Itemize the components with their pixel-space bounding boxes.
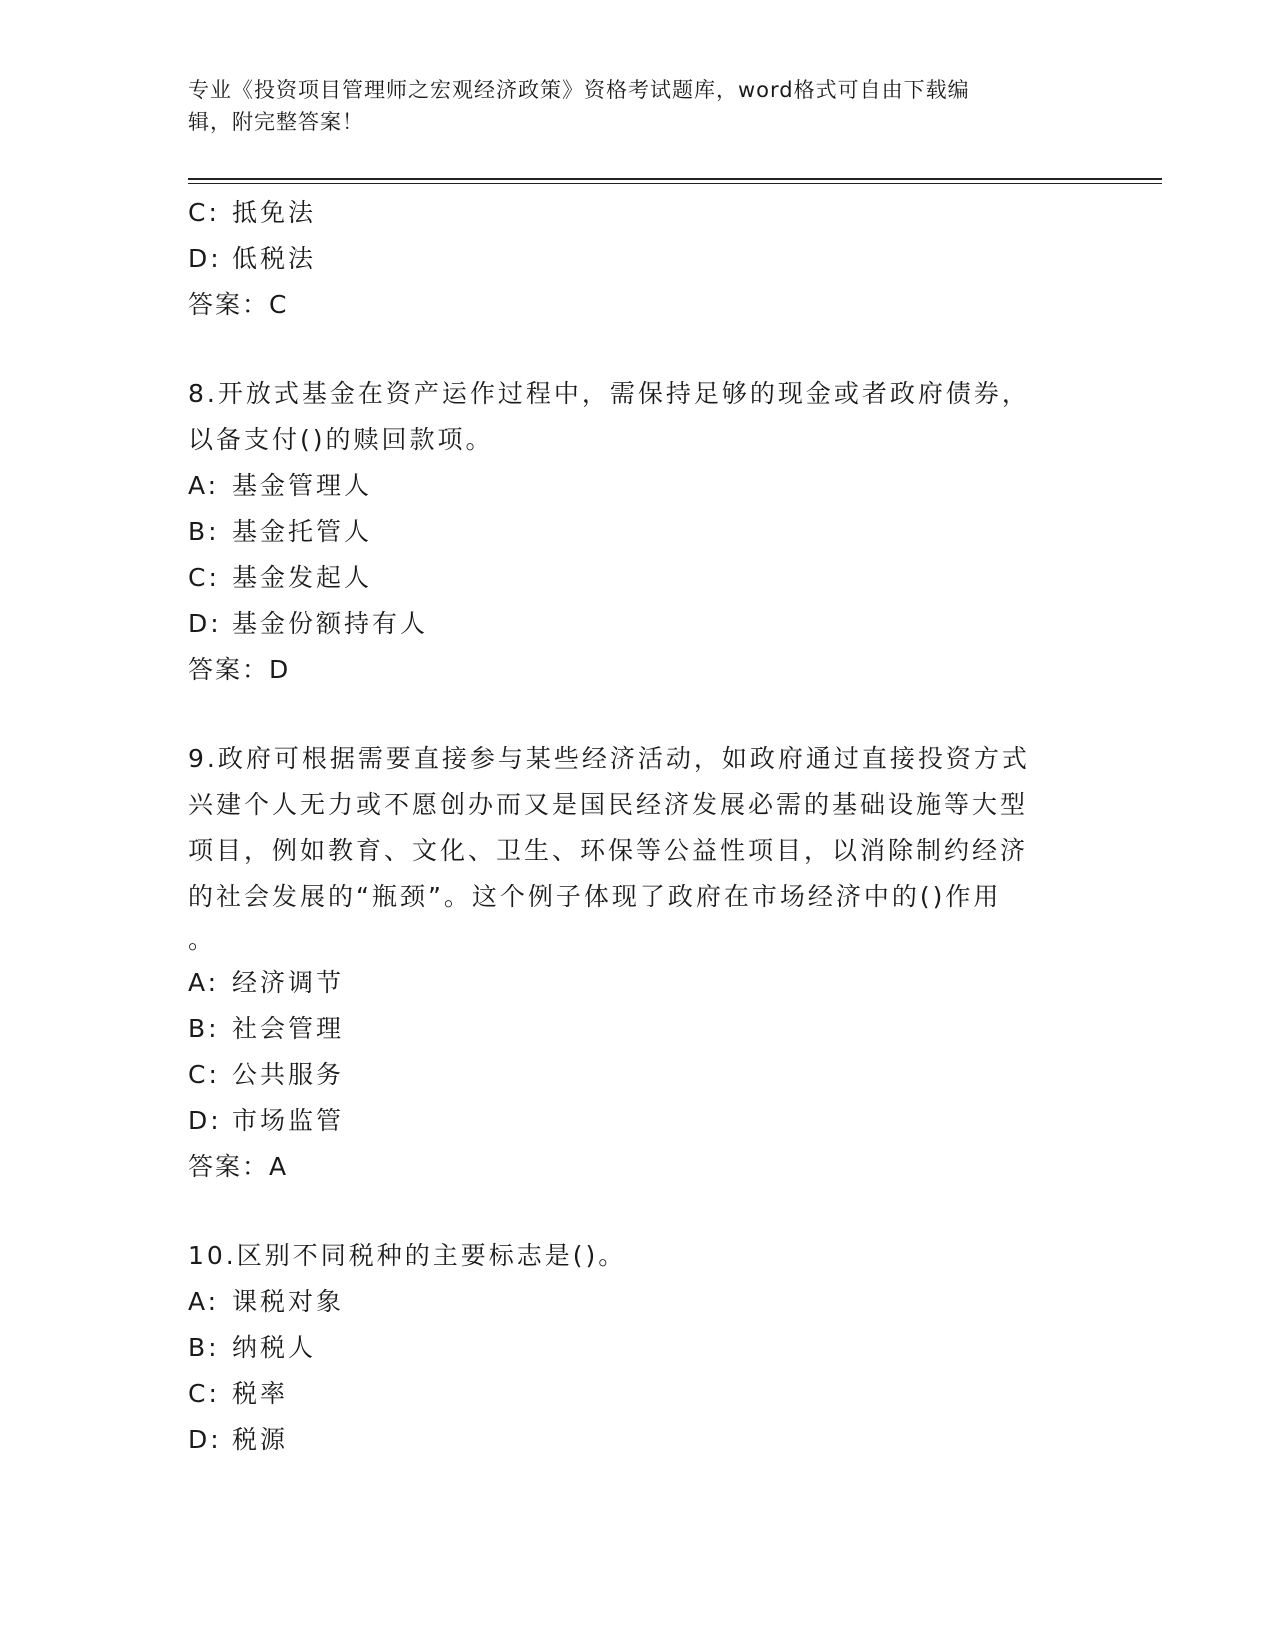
option-letter: B: xyxy=(188,1333,220,1362)
option-text: 基金托管人 xyxy=(232,517,373,546)
question-8-block xyxy=(188,371,1068,693)
option-letter: A: xyxy=(188,1287,220,1316)
option-d xyxy=(188,236,1068,282)
option-text: 抵免法 xyxy=(232,198,317,227)
option-text: 经济调节 xyxy=(232,968,345,997)
option-c xyxy=(188,190,1068,236)
answer-label: 答案： xyxy=(188,290,270,319)
question-stem-line: 兴建个人无力或不愿创办而又是国民经济发展必需的基础设施等大型 xyxy=(188,790,1029,819)
option-letter: B: xyxy=(188,1014,220,1043)
option-letter: D: xyxy=(188,1106,222,1135)
question-content xyxy=(188,190,1068,1463)
option-letter: C: xyxy=(188,1379,220,1408)
option-letter: D: xyxy=(188,1425,222,1454)
question-9-block xyxy=(188,736,1068,1190)
answer-line xyxy=(188,1144,1068,1190)
option-letter: A: xyxy=(188,968,220,997)
option-b xyxy=(188,509,1068,555)
answer-line xyxy=(188,647,1068,693)
option-letter: D: xyxy=(188,244,222,273)
page-header xyxy=(188,74,1068,138)
question-stem-line: 。 xyxy=(188,925,217,954)
answer-value: D xyxy=(269,655,292,684)
question-stem-line: 8.开放式基金在资产运作过程中，需保持足够的现金或者政府债券， xyxy=(188,379,1030,408)
option-c xyxy=(188,1371,1068,1417)
option-text: 公共服务 xyxy=(232,1060,345,1089)
option-text: 低税法 xyxy=(232,244,317,273)
option-text: 课税对象 xyxy=(232,1287,345,1316)
option-d xyxy=(188,1098,1068,1144)
answer-line xyxy=(188,282,1068,328)
option-letter: B: xyxy=(188,517,220,546)
header-divider-thick xyxy=(188,178,1162,180)
option-letter: C: xyxy=(188,1060,220,1089)
question-stem-line: 10.区别不同税种的主要标志是()。 xyxy=(188,1241,627,1270)
option-text: 基金管理人 xyxy=(232,471,373,500)
option-b xyxy=(188,1006,1068,1052)
option-d xyxy=(188,1417,1068,1463)
answer-value: C xyxy=(269,290,290,319)
option-b xyxy=(188,1325,1068,1371)
option-c xyxy=(188,1052,1068,1098)
answer-label: 答案： xyxy=(188,1152,270,1181)
question-stem-line: 的社会发展的“瓶颈”。这个例子体现了政府在市场经济中的()作用 xyxy=(188,882,1002,911)
question-stem-line: 项目，例如教育、文化、卫生、环保等公益性项目，以消除制约经济 xyxy=(188,836,1029,865)
option-a xyxy=(188,960,1068,1006)
option-text: 基金份额持有人 xyxy=(232,609,429,638)
option-c xyxy=(188,555,1068,601)
option-letter: A: xyxy=(188,471,220,500)
answer-label: 答案： xyxy=(188,655,270,684)
option-text: 税率 xyxy=(232,1379,289,1408)
header-line-1: 专业《投资项目管理师之宏观经济政策》资格考试题库，word格式可自由下载编 xyxy=(188,78,970,102)
question-stem-line: 以备支付()的赎回款项。 xyxy=(188,425,494,454)
question-10-block xyxy=(188,1233,1068,1463)
question-stem-line: 9.政府可根据需要直接参与某些经济活动，如政府通过直接投资方式 xyxy=(188,744,1030,773)
option-a xyxy=(188,1279,1068,1325)
option-letter: C: xyxy=(188,563,220,592)
option-letter: D: xyxy=(188,609,222,638)
answer-value: A xyxy=(269,1152,290,1181)
option-text: 纳税人 xyxy=(232,1333,317,1362)
prev-question-block xyxy=(188,190,1068,328)
option-a xyxy=(188,463,1068,509)
option-letter: C: xyxy=(188,198,220,227)
option-text: 市场监管 xyxy=(232,1106,345,1135)
option-text: 基金发起人 xyxy=(232,563,373,592)
option-text: 社会管理 xyxy=(232,1014,345,1043)
header-line-2: 辑，附完整答案！ xyxy=(188,110,364,134)
option-text: 税源 xyxy=(232,1425,289,1454)
option-d xyxy=(188,601,1068,647)
header-divider-thin xyxy=(188,183,1162,184)
